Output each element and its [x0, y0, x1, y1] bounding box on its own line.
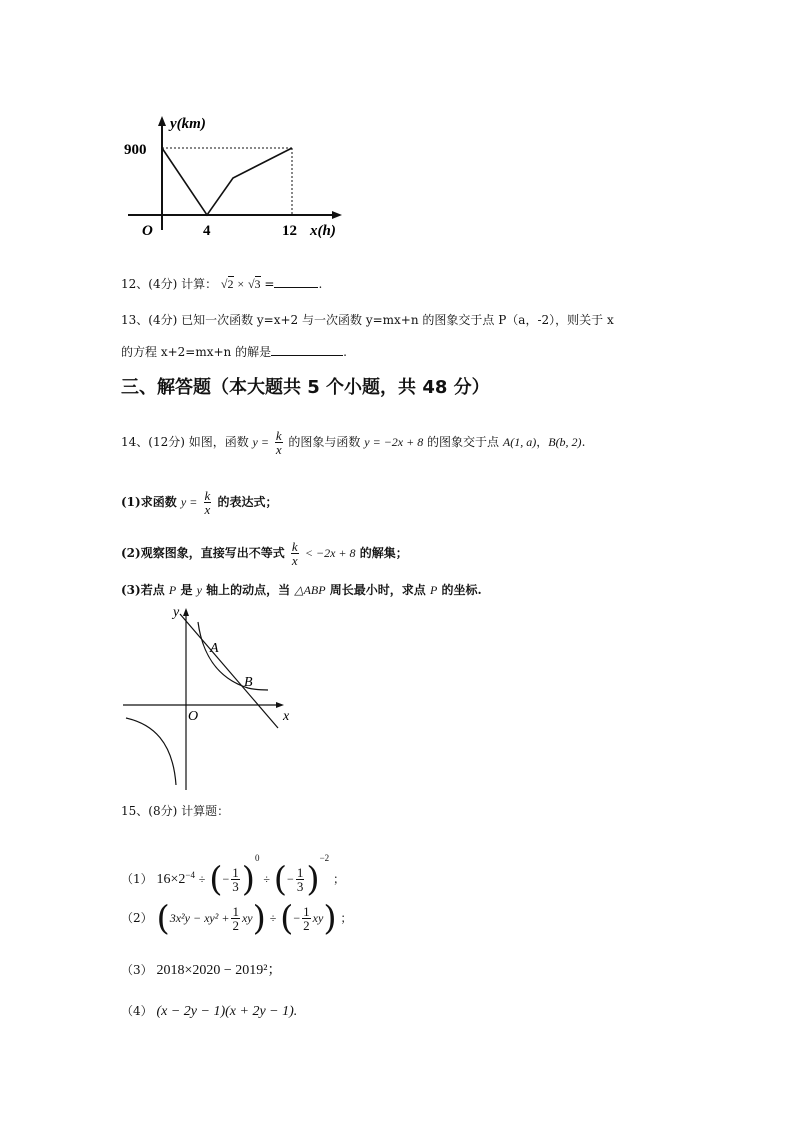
item-1-div: ÷: [198, 872, 206, 886]
frac-num: k: [275, 428, 282, 443]
y-axis-arrow: [183, 608, 189, 616]
distance-line: [162, 148, 292, 215]
q14-p2-ineq: < −2x + 8: [304, 546, 356, 560]
q14-p3-c: 轴上的动点，当: [206, 583, 291, 597]
item-1-div2: ÷: [263, 872, 270, 886]
q15-item-4: [121, 1003, 297, 1020]
q14-part-1: [121, 488, 278, 516]
q14-p3-P2: P: [429, 583, 438, 597]
q14-p3-a: (3)若点: [121, 583, 165, 597]
x-axis-label: x(h): [310, 223, 336, 239]
point-b-label: B: [244, 675, 253, 690]
q14-y-eq: y =: [252, 435, 269, 449]
x-axis-arrow: [332, 211, 342, 219]
point-a-label: A: [210, 641, 219, 656]
item-2-xy: xy: [241, 911, 253, 925]
q12-times: ×: [237, 277, 245, 291]
item-1-exp: −4: [185, 870, 195, 880]
frac-num: 1: [232, 904, 239, 919]
frac-num: 1: [296, 865, 304, 880]
q14-p3-y: y: [196, 583, 202, 597]
item-2-body: 3x²y − xy² +: [169, 911, 230, 925]
y-axis-label: y(km): [170, 116, 206, 132]
item-1-exp0: 0: [255, 853, 260, 863]
frac-den: x: [275, 442, 282, 457]
distance-time-graph: [120, 110, 350, 240]
item-2-half: [231, 905, 240, 932]
minus-sign: −: [287, 872, 294, 886]
item-3-label: （3）: [121, 963, 153, 977]
left-paren-icon: (: [156, 898, 170, 939]
right-paren-icon: ): [241, 859, 256, 900]
item-2-half-b: [302, 905, 311, 932]
x-tick-4: 4: [203, 223, 211, 239]
item-1-label: （1）: [121, 872, 153, 886]
y-axis-arrow: [158, 116, 166, 126]
q14-p3-e: 的坐标.: [441, 583, 482, 597]
y-tick-900: 900: [124, 142, 147, 158]
origin-label: O: [142, 223, 153, 239]
q12-radicand-b: 3: [254, 277, 261, 291]
q13-line2-text: 的方程 x+2=mx+n 的解是: [121, 345, 272, 359]
q14-p3-triangle: △ABP: [294, 583, 326, 597]
minus-sign: −: [293, 911, 301, 925]
q14-pre: 14、(12分) 如图，函数: [121, 435, 249, 449]
x-axis-label: x: [283, 709, 290, 724]
question-13-line1: 13、(4分) 已知一次函数 y=x+2 与一次函数 y=mx+n 的图象交于点 P（a，-2），则关于 x: [121, 313, 614, 327]
item-1-end: ；: [332, 872, 345, 886]
q12-equals: =: [264, 277, 275, 291]
q14-line-fn: y = −2x + 8: [364, 435, 424, 449]
q14-p1-post: 的表达式；: [217, 495, 278, 509]
q14-p3-d: 周长最小时，求点: [329, 583, 426, 597]
origin-label: O: [188, 709, 199, 724]
frac-den: 3: [296, 879, 304, 894]
q12-prefix: 12、(4分) 计算：: [121, 277, 218, 291]
item-4-label: （4）: [121, 1004, 153, 1018]
right-paren-icon: ): [306, 859, 320, 900]
frac-den: 2: [232, 918, 239, 933]
right-paren-icon: ): [252, 898, 266, 939]
q14-end: .: [581, 435, 586, 449]
item-3-body: 2018×2020 − 2019²；: [156, 963, 282, 978]
hyperbola-branch-3: [126, 718, 176, 785]
q14-p1-pre: (1)求函数: [121, 495, 177, 509]
q14-p2-post: 的解集；: [359, 546, 408, 560]
q15-item-3: [121, 962, 281, 979]
q12-end: .: [318, 277, 323, 291]
q13-end: .: [343, 345, 347, 359]
question-12: [121, 275, 322, 292]
hyperbola-line-graph: [118, 600, 303, 795]
q14-part-2: [121, 539, 408, 567]
q15-item-2: [121, 898, 352, 938]
q14-fraction: [275, 429, 283, 456]
left-paren-icon: (: [273, 859, 288, 900]
q14-p1-fraction: [204, 489, 212, 516]
item-1-exp2: −2: [319, 853, 330, 863]
frac-den: 3: [232, 879, 239, 894]
q14-mid: 的图象与函数: [288, 435, 361, 449]
item-2-end: ；: [340, 911, 353, 925]
x-tick-12: 12: [282, 223, 297, 239]
item-2-xy2: xy: [312, 911, 324, 925]
q12-answer-blank: [274, 275, 318, 288]
q14-p1-y-eq: y =: [180, 495, 198, 509]
q12-radicand-a: 2: [227, 277, 234, 291]
item-2-div: ÷: [269, 911, 277, 925]
frac-den: x: [204, 502, 211, 517]
x-axis-arrow: [276, 702, 284, 708]
frac-num: k: [204, 488, 211, 503]
sqrt-symbol-icon: √: [247, 277, 255, 291]
q14-mid2: 的图象交于点: [427, 435, 500, 449]
q13-answer-blank: [271, 343, 343, 356]
hyperbola-branch-1: [198, 622, 268, 690]
left-paren-icon: (: [209, 859, 223, 900]
q14-p3-P: P: [168, 583, 177, 597]
question-14-stem: [121, 428, 585, 456]
y-axis-label: y: [173, 605, 180, 620]
section-3-heading: 三、解答题（本大题共 5 个小题，共 48 分）: [121, 377, 490, 398]
sqrt-symbol-icon: √: [220, 277, 228, 291]
q14-point-b: B(b, 2): [548, 435, 582, 449]
q14-part-3: [121, 582, 482, 598]
item-4-body: (x − 2y − 1)(x + 2y − 1).: [156, 1004, 298, 1019]
left-paren-icon: (: [280, 898, 294, 939]
question-13-line2: [121, 343, 347, 360]
item-1-term: 16×2: [156, 872, 186, 887]
q14-comma: ，: [536, 435, 549, 449]
q14-p3-b: 是: [180, 583, 193, 597]
item-1-frac-b: [296, 866, 305, 893]
frac-num: 1: [232, 865, 239, 880]
frac-den: x: [291, 553, 298, 568]
frac-num: 1: [303, 904, 310, 919]
item-2-label: （2）: [121, 911, 153, 925]
q14-p2-pre: (2)观察图象，直接写出不等式: [121, 546, 285, 560]
frac-den: 2: [303, 918, 310, 933]
q14-p2-fraction: [291, 540, 299, 567]
q14-point-a: A(1, a): [502, 435, 537, 449]
right-paren-icon: ): [323, 898, 337, 939]
minus-sign: −: [222, 872, 230, 886]
question-15-title: 15、(8分) 计算题：: [121, 804, 230, 818]
item-1-frac-a: [231, 866, 240, 893]
frac-num: k: [291, 539, 298, 554]
